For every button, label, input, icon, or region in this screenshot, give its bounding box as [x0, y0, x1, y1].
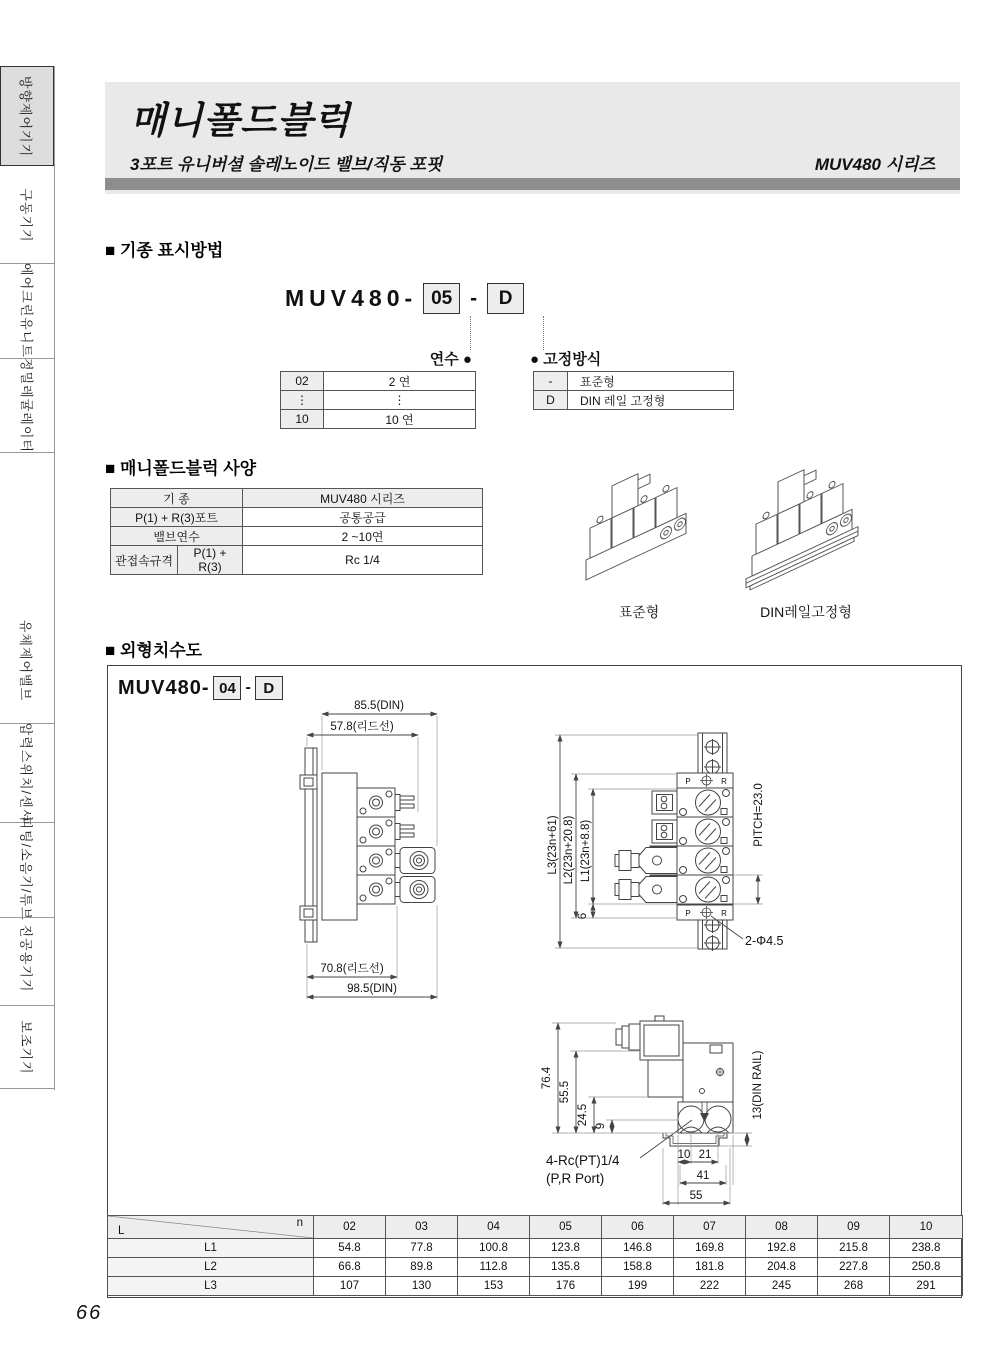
model-prefix: MUV480-: [118, 676, 210, 699]
dim-10: 10: [677, 1149, 691, 1161]
leader-line-fixing: [543, 316, 544, 350]
port-thread-callout-2: (P,R Port): [546, 1171, 605, 1186]
table-row: P(1) + R(3)포트 공통공급: [111, 508, 483, 527]
header-n: n: [296, 1217, 303, 1229]
table-row: 02 2 연: [281, 372, 476, 391]
spec-table: [110, 488, 483, 575]
table-row: 밸브연수 2 ~10연: [111, 527, 483, 546]
stations-table: [280, 371, 476, 429]
dim-pitch: PITCH=23.0: [753, 783, 765, 847]
top-view-drawing: [280, 690, 510, 1005]
leader-line-stations: [470, 316, 471, 350]
fixing-code-box: D: [487, 283, 524, 314]
diagonal-header-cell: [108, 1216, 314, 1239]
din-rail-type-illustration: [740, 460, 872, 602]
model-number: [285, 283, 530, 314]
page-number: 66: [76, 1302, 103, 1324]
fixing-code-box: D: [255, 676, 283, 700]
sidebar-item-vacuum-equipment[interactable]: 진공용기기: [18, 924, 34, 992]
dim-6: 6: [577, 912, 589, 920]
table-row: ⋮ ⋮: [281, 391, 476, 410]
section-heading-model-designation: ■ 기종 표시방법: [105, 241, 224, 260]
dim-85-5-din: 85.5(DIN): [354, 700, 404, 712]
dim-57-8-lead: 57.8(리드선): [330, 721, 394, 733]
header-accent-bar: [105, 178, 960, 190]
model-prefix: MUV480-: [285, 285, 418, 311]
sidebar: [0, 66, 55, 1090]
model-dash: -: [470, 286, 478, 310]
table-row: - 표준형: [534, 372, 734, 391]
dim-l2: L2(23n+20.8): [563, 815, 575, 885]
page-title: 매니폴드블럭: [130, 100, 351, 141]
sidebar-item-fitting-silencer-tube[interactable]: 피팅/소음기/튜브: [18, 815, 34, 921]
stations-code-box: 05: [423, 283, 460, 314]
port-r-label-top: R: [721, 777, 727, 786]
table-row-l2: L2 66.8 89.8 112.8 135.8 158.8 181.8 204.8 227.8 250.8: [108, 1258, 963, 1277]
port-p-label-bottom: P: [685, 909, 691, 918]
table-row-l3: L3 107 130 153 176 199 222 245 268 291: [108, 1277, 963, 1296]
header-l: L: [118, 1225, 125, 1237]
dim-21: 21: [698, 1149, 712, 1161]
dim-l1: L1(23n+8.8): [580, 819, 592, 883]
page-subtitle: 3포트 유니버셜 솔레노이드 밸브/직동 포핏: [130, 155, 443, 174]
dim-98-5-din: 98.5(DIN): [347, 983, 397, 995]
dim-24-5: 24.5: [577, 1103, 589, 1127]
table-row: D DIN 레일 고정형: [534, 391, 734, 410]
dimension-table: [107, 1215, 962, 1296]
sidebar-item-air-clean-unit[interactable]: 에어크린유니트: [18, 262, 34, 358]
port-p-label-top: P: [685, 777, 691, 786]
standard-type-caption: 표준형: [618, 604, 660, 620]
series-name: MUV480 시리즈: [814, 155, 935, 174]
standard-type-illustration: [578, 462, 700, 602]
model-dash: -: [245, 679, 251, 696]
dim-13-din-rail: 13(DIN RAIL): [752, 1050, 764, 1120]
dim-9: 9: [595, 1122, 607, 1130]
din-rail-type-caption: DIN레일고정형: [760, 604, 852, 620]
table-row: 기 종 MUV480 시리즈: [111, 489, 483, 508]
sidebar-divider: [0, 452, 54, 453]
sidebar-item-fluid-control-valve[interactable]: 유체제어밸브: [18, 619, 34, 701]
dim-l3: L3(23n+61): [547, 815, 559, 875]
port-r-label-bottom: R: [721, 909, 727, 918]
dim-55: 55: [689, 1190, 703, 1202]
port-thread-callout: 4-Rc(PT)1/4: [546, 1153, 620, 1168]
dimensions-model-number: [118, 676, 287, 700]
table-row: 10 10 연: [281, 410, 476, 429]
sidebar-item-actuators[interactable]: 구동기기: [18, 187, 34, 243]
table-row: 관접속규격 P(1) + R(3) Rc 1/4: [111, 546, 483, 575]
dim-mounting-holes: 2-Φ4.5: [745, 934, 784, 948]
dim-76-4: 76.4: [541, 1066, 553, 1090]
side-view-drawing: [530, 1015, 810, 1215]
section-heading-dimensions: ■ 외형치수도: [105, 641, 203, 660]
sidebar-item-auxiliary-equipment[interactable]: 보조기기: [18, 1019, 34, 1075]
front-view-drawing: [530, 685, 810, 965]
dim-55-5: 55.5: [559, 1080, 571, 1104]
sidebar-item-directional-control[interactable]: 방향제어기기: [0, 66, 54, 166]
stations-code-box: 04: [213, 676, 241, 700]
dim-41: 41: [696, 1170, 710, 1182]
sidebar-divider: [0, 1088, 54, 1089]
table-row-l1: L1 54.8 77.8 100.8 123.8 146.8 169.8 192.8 215.8 238.8: [108, 1239, 963, 1258]
table-header-row: n L 02 03 04 05 06 07 08 09 10: [108, 1216, 963, 1239]
dim-70-8-lead: 70.8(리드선): [320, 963, 384, 975]
sidebar-item-precision-regulator[interactable]: 정밀레귤레이터: [18, 357, 34, 453]
sidebar-item-pressure-switch-sensor[interactable]: 압력스위치/센서: [18, 722, 34, 822]
fixing-option-label: ● 고정방식: [530, 351, 602, 368]
stations-option-label: 연수 ●: [429, 351, 472, 368]
fixing-table: [533, 371, 734, 410]
section-heading-spec: ■ 매니폴드블럭 사양: [105, 459, 257, 478]
